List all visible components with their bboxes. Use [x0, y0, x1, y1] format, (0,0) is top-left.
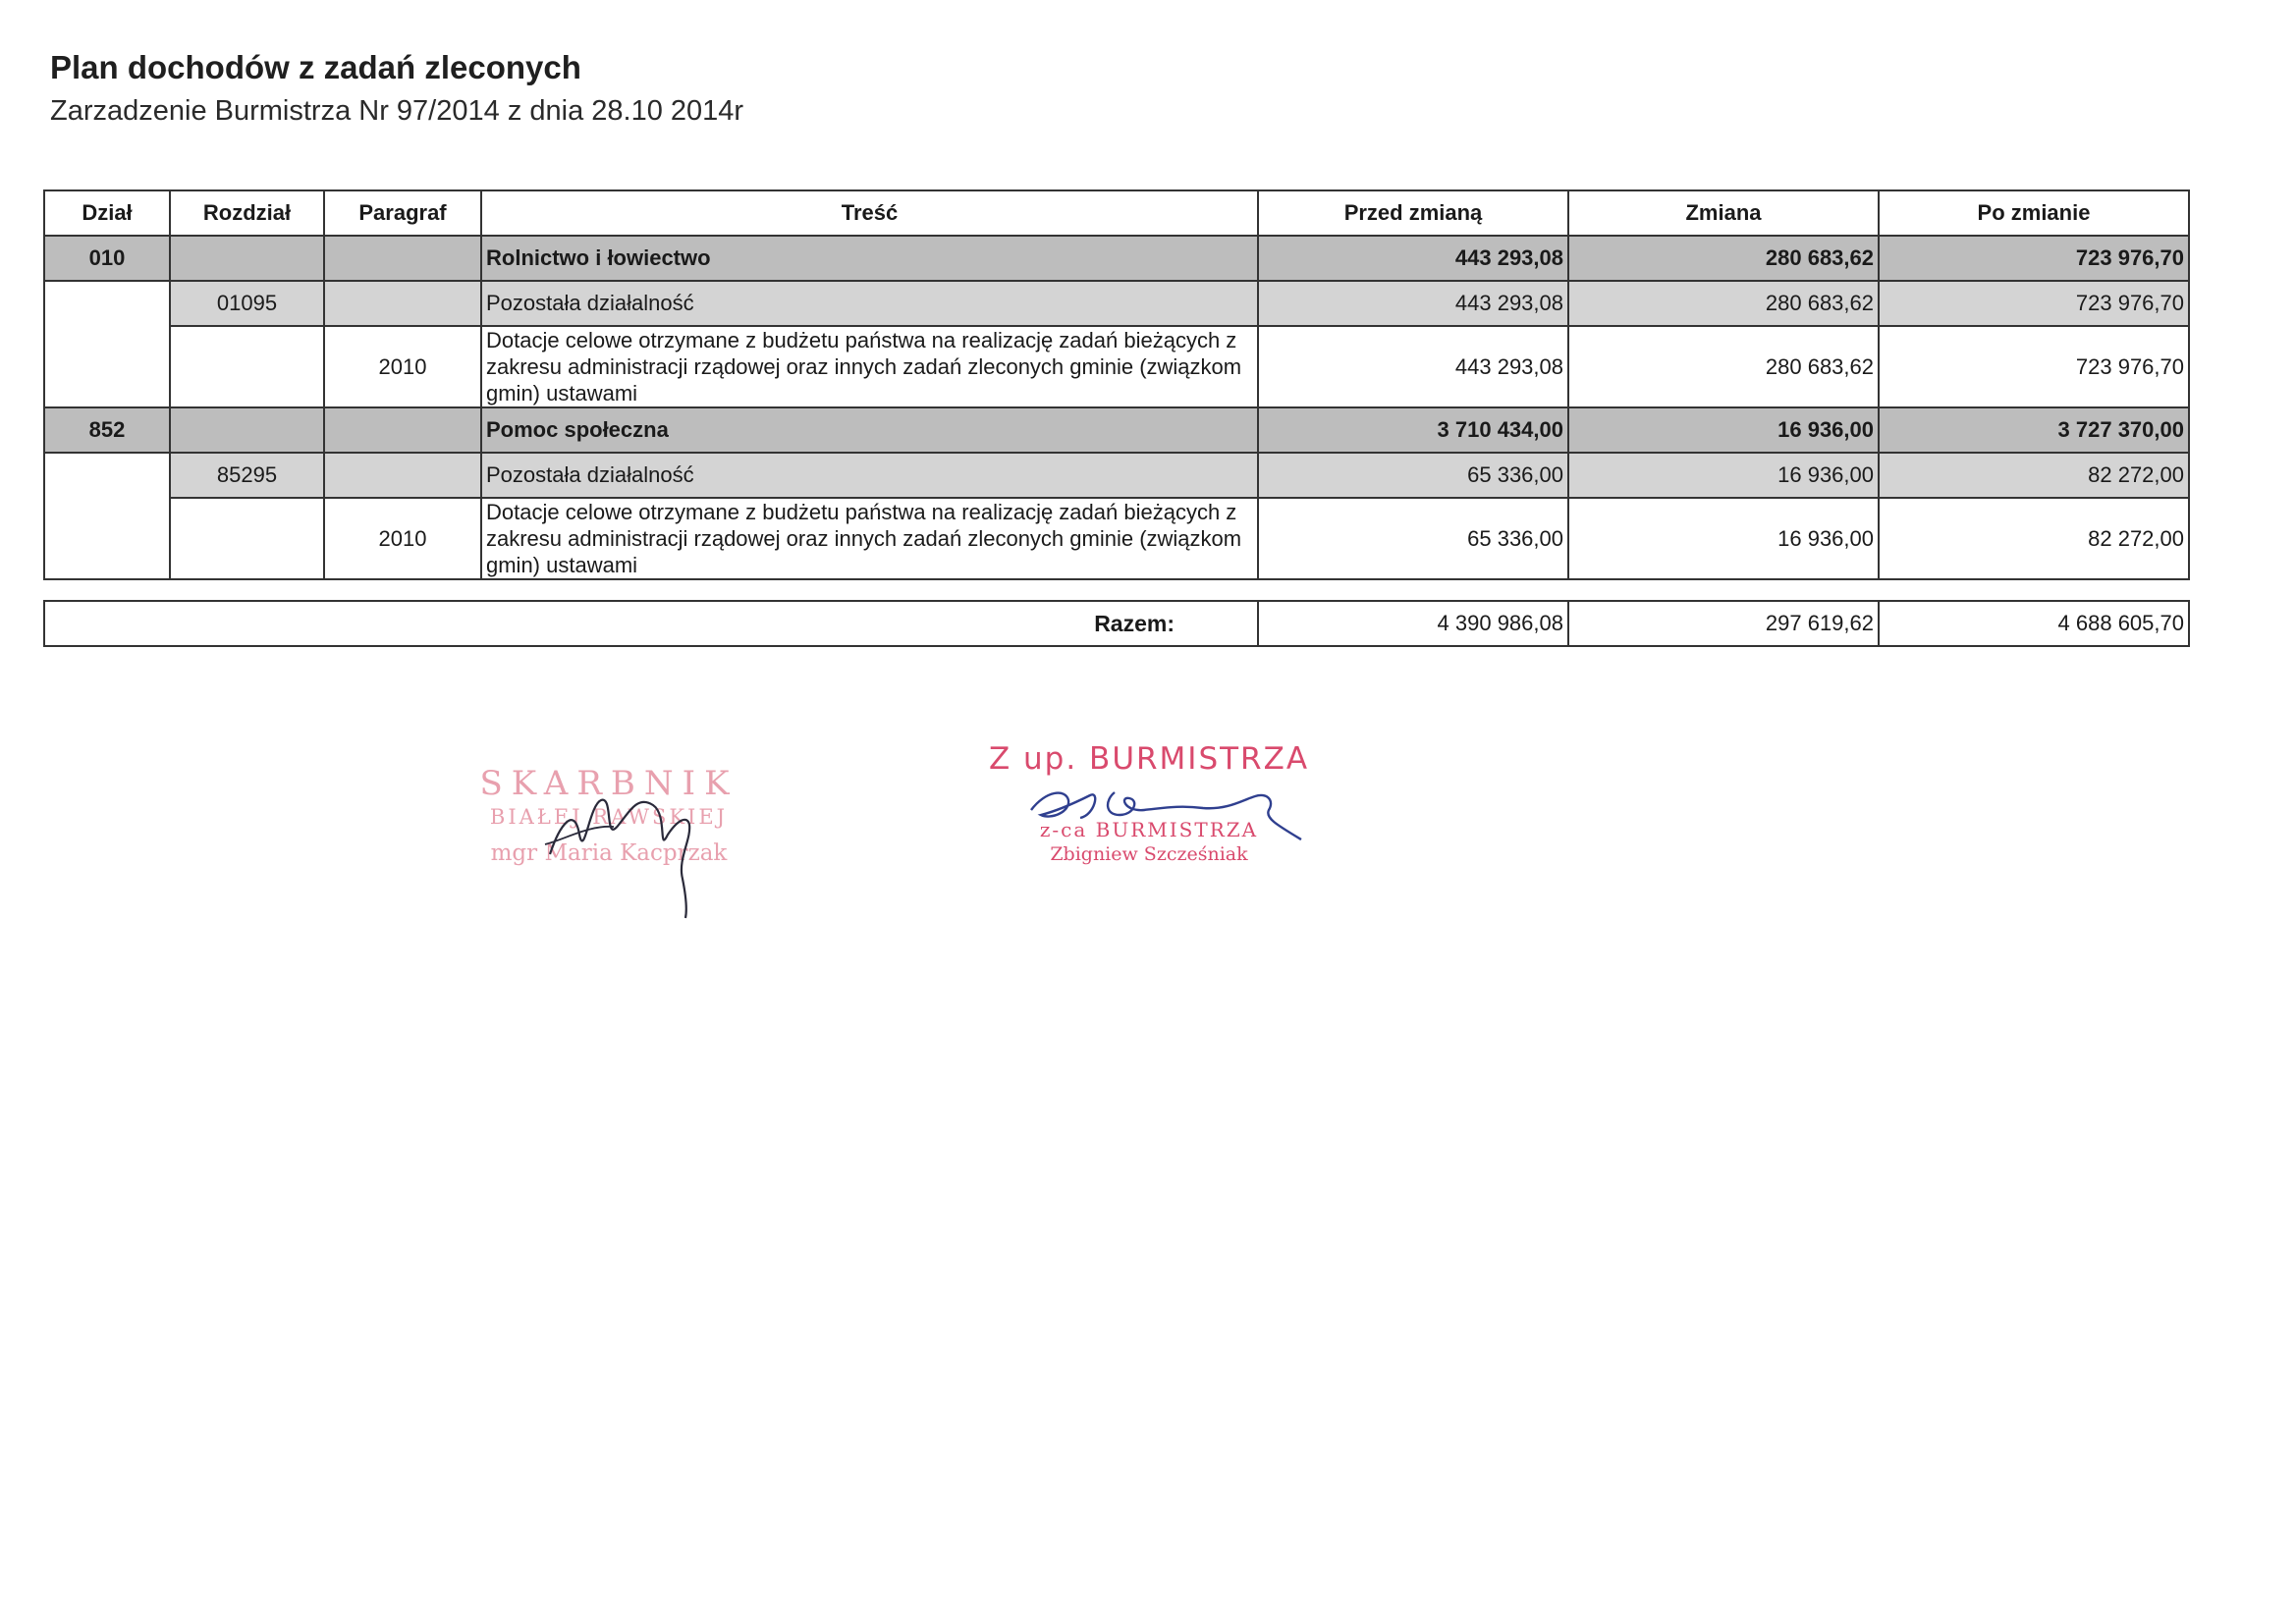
- column-header-zmiana: Zmiana: [1568, 190, 1879, 236]
- column-header-przed-zmiana: Przed zmianą: [1258, 190, 1568, 236]
- table-row-dzial: [44, 407, 2189, 453]
- skarbnik-stamp-name: mgr Maria Kacprzak: [490, 840, 728, 866]
- table-row-paragraf: [44, 326, 2189, 407]
- burmistrz-signature: [1021, 771, 1306, 849]
- cell-tresc: Pomoc społeczna: [481, 407, 1258, 453]
- burmistrz-stamp-subtitle: z-ca BURMISTRZA: [1039, 818, 1259, 841]
- total-zmiana: 297 619,62: [1568, 601, 1879, 646]
- cell-dzial: 010: [44, 236, 170, 281]
- total-label: Razem:: [44, 601, 1258, 646]
- cell-tresc: Rolnictwo i łowiectwo: [481, 236, 1258, 281]
- cell-przed-zmiana: 443 293,08: [1258, 236, 1568, 281]
- cell-paragraf: [324, 236, 481, 281]
- income-plan-table: [43, 189, 2190, 580]
- cell-zmiana: 280 683,62: [1568, 326, 1879, 407]
- skarbnik-signature: [520, 766, 717, 923]
- cell-rozdzial: [170, 407, 324, 453]
- cell-dzial: [44, 453, 170, 579]
- cell-dzial: [44, 281, 170, 407]
- cell-rozdzial: [170, 236, 324, 281]
- cell-zmiana: 16 936,00: [1568, 453, 1879, 498]
- cell-rozdzial: [170, 498, 324, 579]
- table-header-row: [44, 190, 2189, 236]
- skarbnik-stamp-title: SKARBNIK: [479, 764, 738, 803]
- cell-tresc: Dotacje celowe otrzymane z budżetu państwa na realizację zadań bieżących z zakresu administracji rządowej oraz innych zadań zleconych gminie (związkom gmin) ustawami: [481, 498, 1258, 579]
- cell-przed-zmiana: 65 336,00: [1258, 453, 1568, 498]
- total-przed-zmiana: 4 390 986,08: [1258, 601, 1568, 646]
- column-header-paragraf: Paragraf: [324, 190, 481, 236]
- cell-paragraf: 2010: [324, 326, 481, 407]
- page-title: Plan dochodów z zadań zleconych: [50, 49, 581, 85]
- cell-paragraf: [324, 281, 481, 326]
- cell-po-zmianie: 82 272,00: [1879, 498, 2189, 579]
- column-header-tresc: Treść: [481, 190, 1258, 236]
- cell-zmiana: 280 683,62: [1568, 236, 1879, 281]
- cell-rozdzial: 85295: [170, 453, 324, 498]
- total-row: [44, 601, 2189, 646]
- burmistrz-stamp-name: Zbigniew Szcześniak: [1050, 843, 1248, 865]
- cell-po-zmianie: 3 727 370,00: [1879, 407, 2189, 453]
- cell-paragraf: [324, 407, 481, 453]
- page-subtitle: Zarzadzenie Burmistrza Nr 97/2014 z dnia 28.10 2014r: [50, 95, 744, 127]
- table-row-rozdzial: [44, 281, 2189, 326]
- cell-zmiana: 16 936,00: [1568, 498, 1879, 579]
- cell-po-zmianie: 723 976,70: [1879, 326, 2189, 407]
- column-header-dzial: Dział: [44, 190, 170, 236]
- table-row-rozdzial: [44, 453, 2189, 498]
- cell-zmiana: 280 683,62: [1568, 281, 1879, 326]
- burmistrz-stamp-title: Z up. BURMISTRZA: [988, 741, 1310, 777]
- total-po-zmianie: 4 688 605,70: [1879, 601, 2189, 646]
- column-header-po-zmianie: Po zmianie: [1879, 190, 2189, 236]
- cell-po-zmianie: 723 976,70: [1879, 236, 2189, 281]
- cell-po-zmianie: 82 272,00: [1879, 453, 2189, 498]
- cell-zmiana: 16 936,00: [1568, 407, 1879, 453]
- cell-dzial: 852: [44, 407, 170, 453]
- skarbnik-stamp-subtitle: BIAŁEJ RAWSKIEJ: [489, 805, 729, 829]
- cell-przed-zmiana: 65 336,00: [1258, 498, 1568, 579]
- cell-tresc: Pozostała działalność: [481, 453, 1258, 498]
- table-row-dzial: [44, 236, 2189, 281]
- cell-rozdzial: 01095: [170, 281, 324, 326]
- cell-przed-zmiana: 443 293,08: [1258, 326, 1568, 407]
- cell-przed-zmiana: 443 293,08: [1258, 281, 1568, 326]
- cell-paragraf: 2010: [324, 498, 481, 579]
- cell-po-zmianie: 723 976,70: [1879, 281, 2189, 326]
- cell-tresc: Dotacje celowe otrzymane z budżetu państwa na realizację zadań bieżących z zakresu administracji rządowej oraz innych zadań zleconych gminie (związkom gmin) ustawami: [481, 326, 1258, 407]
- column-header-rozdzial: Rozdział: [170, 190, 324, 236]
- cell-paragraf: [324, 453, 481, 498]
- total-table: [43, 600, 2190, 647]
- table-row-paragraf: [44, 498, 2189, 579]
- cell-rozdzial: [170, 326, 324, 407]
- cell-przed-zmiana: 3 710 434,00: [1258, 407, 1568, 453]
- cell-tresc: Pozostała działalność: [481, 281, 1258, 326]
